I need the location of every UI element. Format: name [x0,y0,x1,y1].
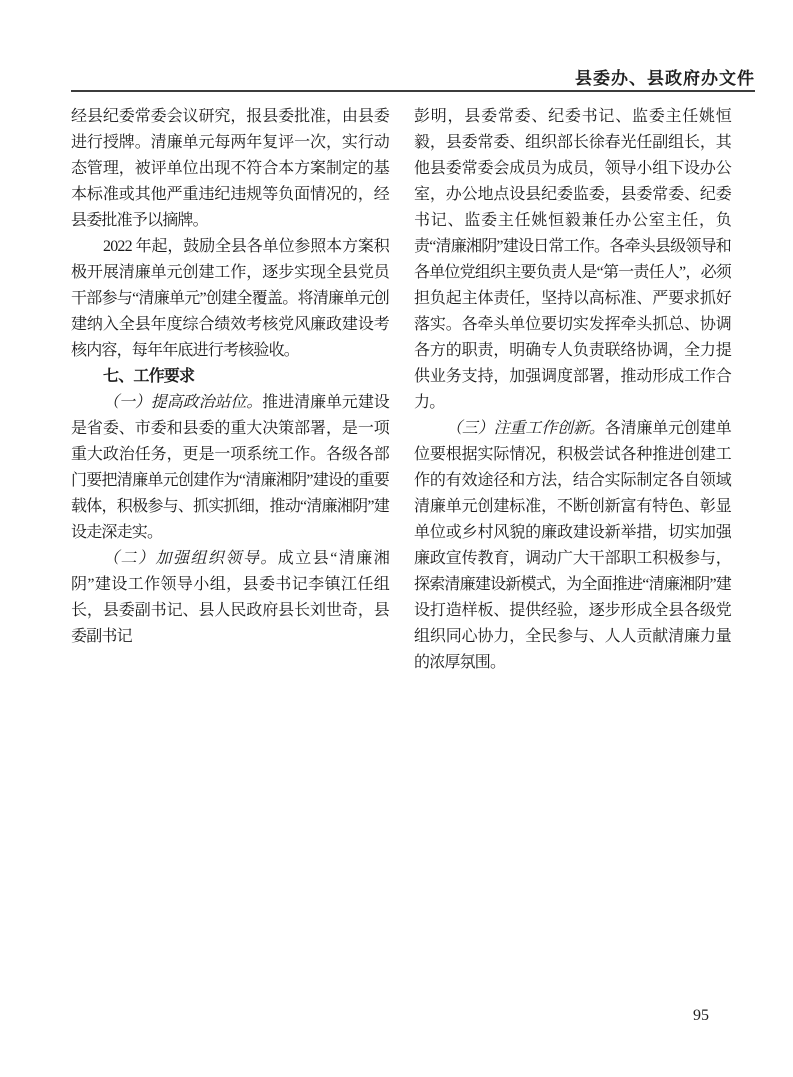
page-header-title: 县委办、县政府办文件 [575,69,755,88]
right-column [414,104,731,676]
header-rule [71,90,755,92]
paragraph: （一）提高政治站位。推进清廉单元建设是省委、市委和县委的重大决策部署，是一项重大政治任务，更是一项系统工作。各级各部门要把清廉单元创建作为“清廉湘阴”建设的重要载体，积极参与、抓实抓细，推动“清廉湘阴”建设走深走实。 [71,394,389,541]
paragraph-lead: （三）注重工作创新。 [446,420,605,437]
paragraph: 经县纪委常委会议研究，报县委批准，由县委进行授牌。清廉单元每两年复评一次，实行动态管理，被评单位出现不符合本方案制定的基本标准或其他严重违纪违规等负面情况的，经县委批准予以摘牌。 [71,108,389,229]
paragraph: （三）注重工作创新。各清廉单元创建单位要根据实际情况，积极尝试各种推进创建工作的有效途径和方法，结合实际制定各自领域清廉单元创建标准，不断创新富有特色、彰显单位或乡村风貌的廉政建设新举措，切实加强廉政宣传教育，调动广大干部职工积极参与，探索清廉建设新模式，为全面推进“清廉湘阴”建设打造样板、提供经验，逐步形成全县各级党组织同心协力，全民参与、人人贡献清廉力量的浓厚氛围。 [414,420,731,671]
paragraph-lead: （一）提高政治站位。 [103,394,263,411]
paragraph: （二）加强组织领导。成立县“清廉湘阴”建设工作领导小组，县委书记李镇江任组长，县委副书记、县人民政府县长刘世奇，县委副书记 [71,550,389,645]
paragraph-lead: （二）加强组织领导。 [103,550,278,567]
left-column [71,104,389,650]
section-heading: 七、工作要求 [103,368,195,385]
paragraph: 彭明，县委常委、纪委书记、监委主任姚恒毅，县委常委、组织部长徐春光任副组长，其他县委常委会成员为成员，领导小组下设办公室，办公地点设县纪委监委，县委常委、纪委书记、监委主任姚恒毅兼任办公室主任，负责“清廉湘阴”建设日常工作。各牵头县级领导和各单位党组织主要负责人是“第一责任人”，必须担负起主体责任，坚持以高标准、严要求抓好落实。各牵头单位要切实发挥牵头抓总、协调各方的职责，明确专人负责联络协调，全力提供业务支持，加强调度部署，推动形成工作合力。 [414,108,731,411]
page-number: 95 [693,1007,709,1024]
paragraph: 2022 年起，鼓励全县各单位参照本方案积极开展清廉单元创建工作，逐步实现全县党员干部参与“清廉单元”创建全覆盖。将清廉单元创建纳入全县年度综合绩效考核党风廉政建设考核内容，每年年底进行考核验收。 [71,238,389,359]
